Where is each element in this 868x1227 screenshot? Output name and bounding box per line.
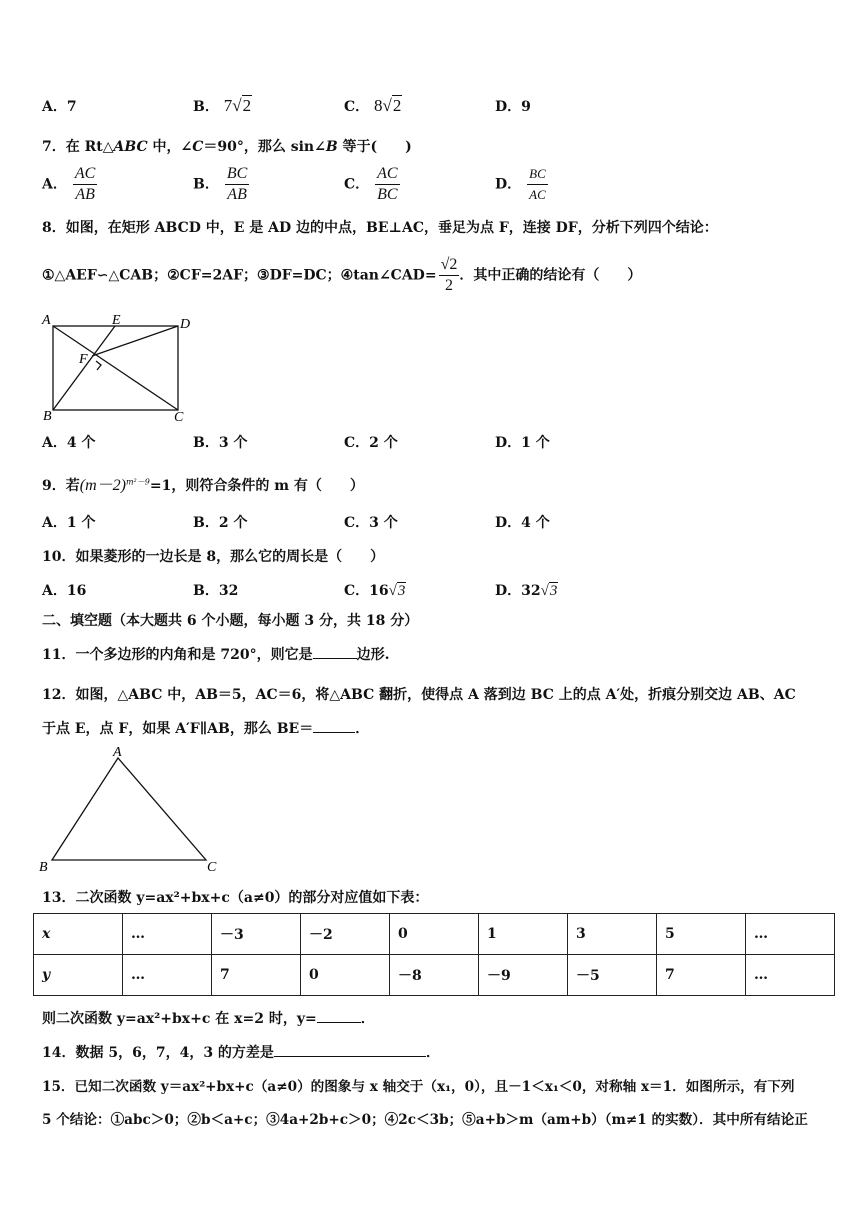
q7-option-a xyxy=(42,164,97,205)
section-2-heading: 二、填空题（本大题共 6 个小题，每小题 3 分，共 18 分） xyxy=(42,613,419,629)
triangle-abc xyxy=(52,758,206,860)
q8-frac-num: √2 xyxy=(439,255,460,276)
q7-stem-eq: ＝90°，那么 sin∠ xyxy=(203,139,326,155)
table-cell: 7 xyxy=(212,955,301,996)
q10-c-label: C．16 xyxy=(344,583,389,599)
q10-option-c: C．16√3 xyxy=(344,583,406,599)
table-row xyxy=(34,914,835,955)
segment-be xyxy=(53,326,115,410)
segment-df xyxy=(92,326,178,356)
q7-d-label: D． xyxy=(495,176,522,193)
q6-option-c-label: C． xyxy=(344,99,370,115)
table-cell: 1 xyxy=(479,914,568,955)
q8-option-d: D．1 个 xyxy=(495,435,550,451)
label-a: A xyxy=(113,745,122,760)
q7-d-den: AC xyxy=(529,187,546,202)
q7-d-fraction xyxy=(527,164,548,205)
q9-post: =1，则符合条件的 m 有（ ） xyxy=(149,478,364,494)
q13-after-pre: 则二次函数 y=ax²+bx+c 在 x=2 时，y= xyxy=(42,1011,317,1027)
table-cell: 0 xyxy=(390,914,479,955)
table-cell: －2 xyxy=(301,914,390,955)
table-cell: －3 xyxy=(212,914,301,955)
q6-b-rad: 2 xyxy=(242,96,252,115)
q12-triangle-figure xyxy=(34,742,234,877)
q9-stem xyxy=(42,472,364,495)
q11-post: 边形. xyxy=(356,647,390,663)
q9-option-a: A．1 个 xyxy=(42,515,96,531)
q6-option-b-label: B． xyxy=(193,99,219,115)
q8-frac-den: 2 xyxy=(444,277,453,294)
q14-stem xyxy=(42,1042,440,1062)
q9-option-d: D．4 个 xyxy=(495,515,550,531)
table-cell: 0 xyxy=(301,955,390,996)
q8-option-b: B．3 个 xyxy=(193,435,248,451)
q7-stem-b: B xyxy=(325,139,338,155)
q13-after-post: ． xyxy=(360,1011,375,1027)
q7-stem-mid: 中，∠ xyxy=(147,139,193,155)
q7-a-fraction xyxy=(73,164,97,205)
q6-option-c xyxy=(344,96,402,116)
q11-stem xyxy=(42,644,389,664)
q6-c-coef: 8 xyxy=(374,96,383,115)
q8-option-a: A．4 个 xyxy=(42,435,96,451)
table-cell: 3 xyxy=(568,914,657,955)
q7-option-b xyxy=(193,164,249,205)
table-cell: －8 xyxy=(390,955,479,996)
q10-option-b: B．32 xyxy=(193,583,239,599)
q7-b-den: AB xyxy=(227,186,247,203)
q14-answer-blank[interactable] xyxy=(274,1056,426,1057)
q6-option-b-value: 7√2 xyxy=(223,96,252,115)
q6-option-c-value: 8√2 xyxy=(374,96,402,115)
q7-c-fraction xyxy=(375,164,399,205)
q13-answer-blank[interactable] xyxy=(317,1022,361,1023)
table-row xyxy=(34,955,835,996)
label-a: A xyxy=(42,313,51,328)
table-cell: … xyxy=(123,914,212,955)
q8-stem: 8．如图，在矩形 ABCD 中，E 是 AD 边的中点，BE⊥AC，垂足为点 F，连接 DF，分析下列四个结论： xyxy=(42,220,718,236)
label-c: C xyxy=(174,410,184,425)
q12-line1: 12．如图，△ABC 中，AB＝5，AC＝6，将△ABC 翻折，使得点 A 落到边 BC 上的点 A′处，折痕分别交边 AB、AC xyxy=(42,687,796,703)
table-cell: … xyxy=(746,955,835,996)
q8-rectangle-figure xyxy=(38,310,208,425)
q10-d-label: D．32 xyxy=(495,583,541,599)
q8-conclusions xyxy=(42,255,641,296)
q7-a-label: A． xyxy=(42,176,67,193)
q10-option-a: A．16 xyxy=(42,583,87,599)
q8-conclusions-pre: ①△AEF∽△CAB；②CF=2AF；③DF=DC；④tan∠CAD= xyxy=(42,267,437,284)
label-f: F xyxy=(79,352,88,367)
q9-option-b: B．2 个 xyxy=(193,515,248,531)
right-angle-mark xyxy=(96,361,101,370)
table-cell: －5 xyxy=(568,955,657,996)
q8-option-c: C．2 个 xyxy=(344,435,398,451)
q9-pre: 9．若 xyxy=(42,478,80,494)
q6-option-b xyxy=(193,96,252,116)
q13-value-table xyxy=(33,913,835,996)
q10-stem: 10．如果菱形的一边长是 8，那么它的周长是（ ） xyxy=(42,549,385,565)
q7-d-num: BC xyxy=(527,164,548,185)
label-d: D xyxy=(180,317,191,332)
q9-base: (m－2) xyxy=(79,477,126,494)
q7-b-num: BC xyxy=(225,164,249,185)
q7-stem xyxy=(42,136,412,156)
q7-c-num: AC xyxy=(375,164,399,185)
q7-a-num: AC xyxy=(73,164,97,185)
q14-pre: 14．数据 5，6，7，4，3 的方差是 xyxy=(42,1045,274,1061)
table-cell: －9 xyxy=(479,955,568,996)
table-cell: 5 xyxy=(657,914,746,955)
q11-pre: 11．一个多边形的内角和是 720°，则它是 xyxy=(42,647,313,663)
q9-exponent: m²－9 xyxy=(125,477,150,487)
q10-d-rad: 3 xyxy=(549,583,558,599)
q7-b-label: B． xyxy=(193,176,219,193)
q6-option-d: D．9 xyxy=(495,99,531,115)
q10-c-rad: 3 xyxy=(397,583,406,599)
table-cell: x xyxy=(34,914,123,955)
q13-question xyxy=(42,1008,375,1028)
q12-line2 xyxy=(42,718,369,738)
table-cell: 7 xyxy=(657,955,746,996)
q7-stem-c: C xyxy=(192,139,204,155)
q7-stem-pre: 7．在 Rt△ xyxy=(42,139,114,155)
q11-answer-blank[interactable] xyxy=(313,658,357,659)
q6-c-rad: 2 xyxy=(392,96,402,115)
q12-line2-pre: 于点 E，点 F，如果 A′F∥AB，那么 BE＝ xyxy=(42,721,314,737)
table-cell: … xyxy=(746,914,835,955)
q12-line2-post: ． xyxy=(355,721,370,737)
q6-b-coef: 7 xyxy=(223,96,233,115)
q10-option-d: D．32√3 xyxy=(495,583,558,599)
label-b: B xyxy=(39,860,48,875)
q7-stem-abc: ABC xyxy=(113,139,148,155)
label-e: E xyxy=(112,313,121,328)
q7-b-fraction xyxy=(225,164,249,205)
label-c: C xyxy=(207,860,217,875)
diagonal-ac xyxy=(53,326,178,410)
q15-line2: 5 个结论：①abc＞0；②b＜a+c；③4a+2b+c＞0；④2c＜3b；⑤a+b＞m（am+b）（m≠1 的实数）．其中所有结论正 xyxy=(42,1112,808,1128)
q13-stem: 13．二次函数 y=ax²+bx+c（a≠0）的部分对应值如下表： xyxy=(42,890,429,906)
q6-option-a: A．7 xyxy=(42,99,77,115)
q8-conclusions-post: ．其中正确的结论有（ ） xyxy=(459,267,642,284)
label-b: B xyxy=(43,409,52,424)
q8-tan-fraction xyxy=(439,255,460,296)
q14-post: ． xyxy=(425,1045,440,1061)
q7-option-c xyxy=(344,164,400,205)
q12-answer-blank[interactable] xyxy=(313,732,355,733)
q9-option-c: C．3 个 xyxy=(344,515,398,531)
q15-line1: 15．已知二次函数 y＝ax²+bx+c（a≠0）的图象与 x 轴交于（x₁，0），且－1＜x₁＜0，对称轴 x＝1．如图所示，有下列 xyxy=(42,1079,795,1095)
q7-c-den: BC xyxy=(377,186,398,203)
q7-stem-post: 等于( ) xyxy=(337,139,412,155)
table-cell: y xyxy=(34,955,123,996)
q7-a-den: AB xyxy=(75,186,95,203)
table-cell: … xyxy=(123,955,212,996)
q7-option-d xyxy=(495,164,548,205)
q7-c-label: C． xyxy=(344,176,370,193)
